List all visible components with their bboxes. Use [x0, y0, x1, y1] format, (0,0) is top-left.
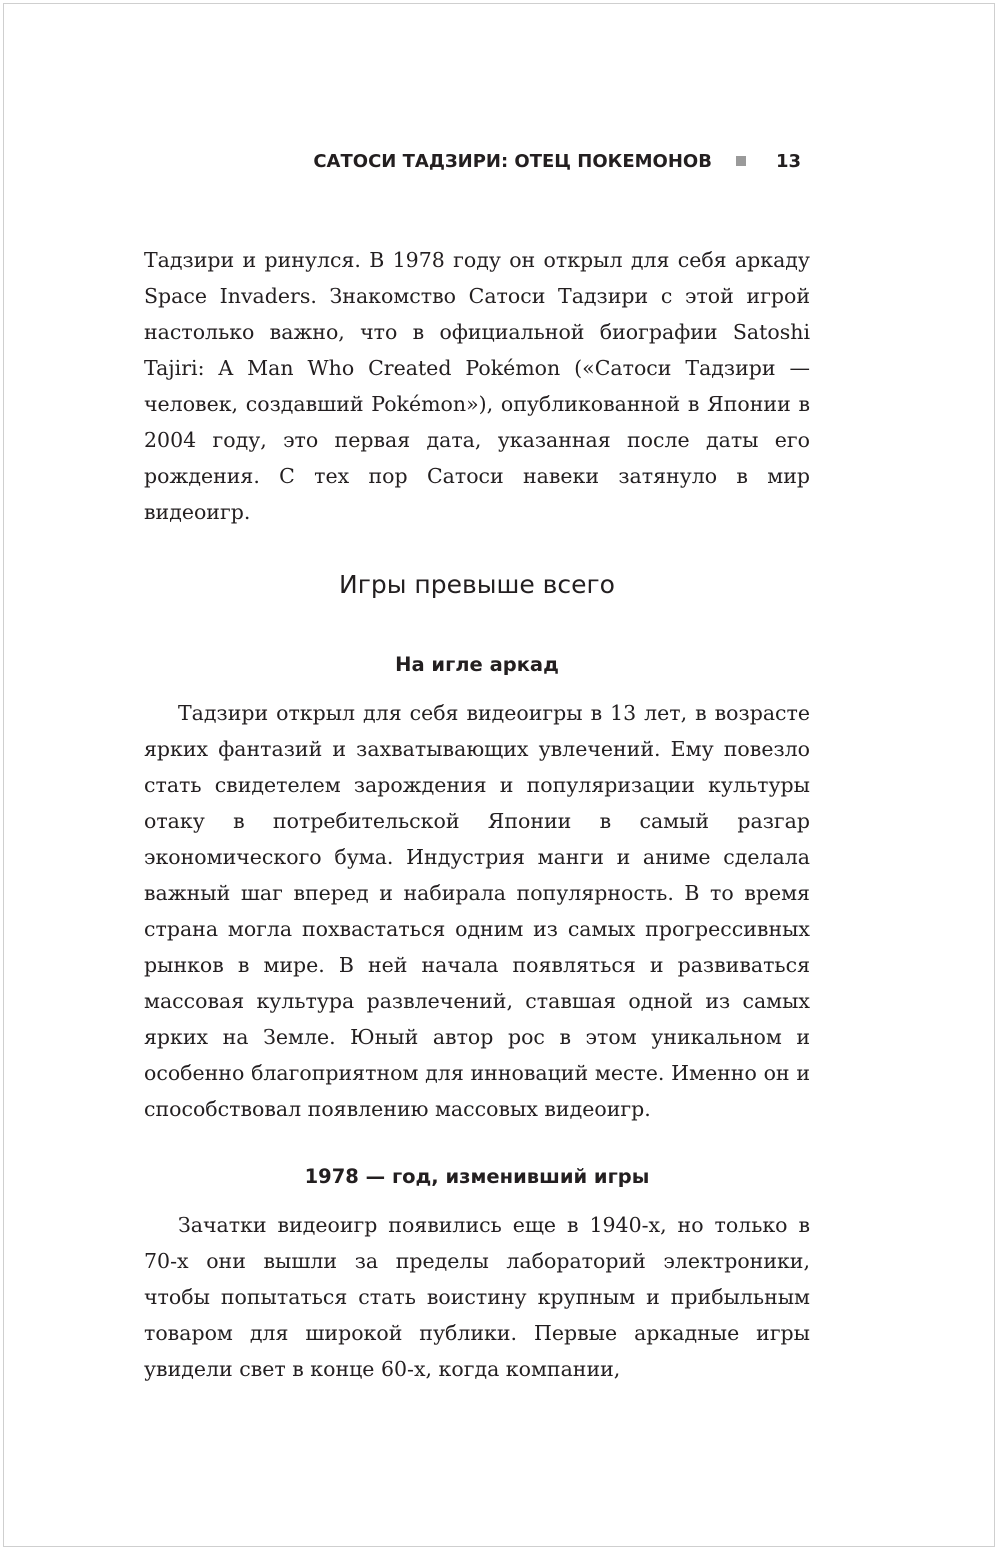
running-header — [144, 146, 801, 176]
page-content — [144, 242, 810, 1387]
page-number: 13 — [775, 150, 801, 172]
subsection-heading-1: На игле аркад — [395, 653, 559, 676]
subsection-heading-2: 1978 — год, изменивший игры — [304, 1165, 650, 1188]
running-title: САТОСИ ТАДЗИРИ: ОТЕЦ ПОКЕМОНОВ — [313, 150, 712, 172]
paragraph-3: Зачатки видеоигр появились еще в 1940-х, но только в 70-х они вышли за пределы лабораторий электроники, чтобы попытаться стать воистину крупным и прибыльным товаром для широкой публики. Первые аркадные игры увидели свет в конце 60-х, когда компании, — [144, 1213, 810, 1381]
paragraph-1: Тадзири и ринулся. В 1978 году он открыл для себя аркаду Space Invaders. Знакомство Сатоси Тадзири с этой игрой настолько важно, что в официальной биографии Satoshi Tajiri: A Man Who Created Pokémon («Сатоси Тадзири — человек, создавший Pokémon»), опубликованной в Японии в 2004 году, это первая дата, указанная после даты его рождения. С тех пор Сатоси навеки затянуло в мир видеоигр. — [144, 248, 810, 524]
section-heading: Игры превыше всего — [339, 570, 615, 599]
paragraph-2: Тадзири открыл для себя видеоигры в 13 лет, в возрасте ярких фантазий и захватывающих увлечений. Ему повезло стать свидетелем зарождения и популяризации культуры отаку в потребительской Японии в самый разгар экономического бума. Индустрия манги и аниме сделала важный шаг вперед и набирала популярность. В то время страна могла похвастаться одним из самых прогрессивных рынков в мире. В ней начала появляться и развиваться массовая культура развлечений, ставшая одной из самых ярких на Земле. Юный автор рос в этом уникальном и особенно благоприятном для инноваций месте. Именно он и способствовал появлению массовых видеоигр. — [144, 701, 810, 1121]
square-bullet-icon — [736, 156, 746, 166]
page — [3, 3, 995, 1547]
